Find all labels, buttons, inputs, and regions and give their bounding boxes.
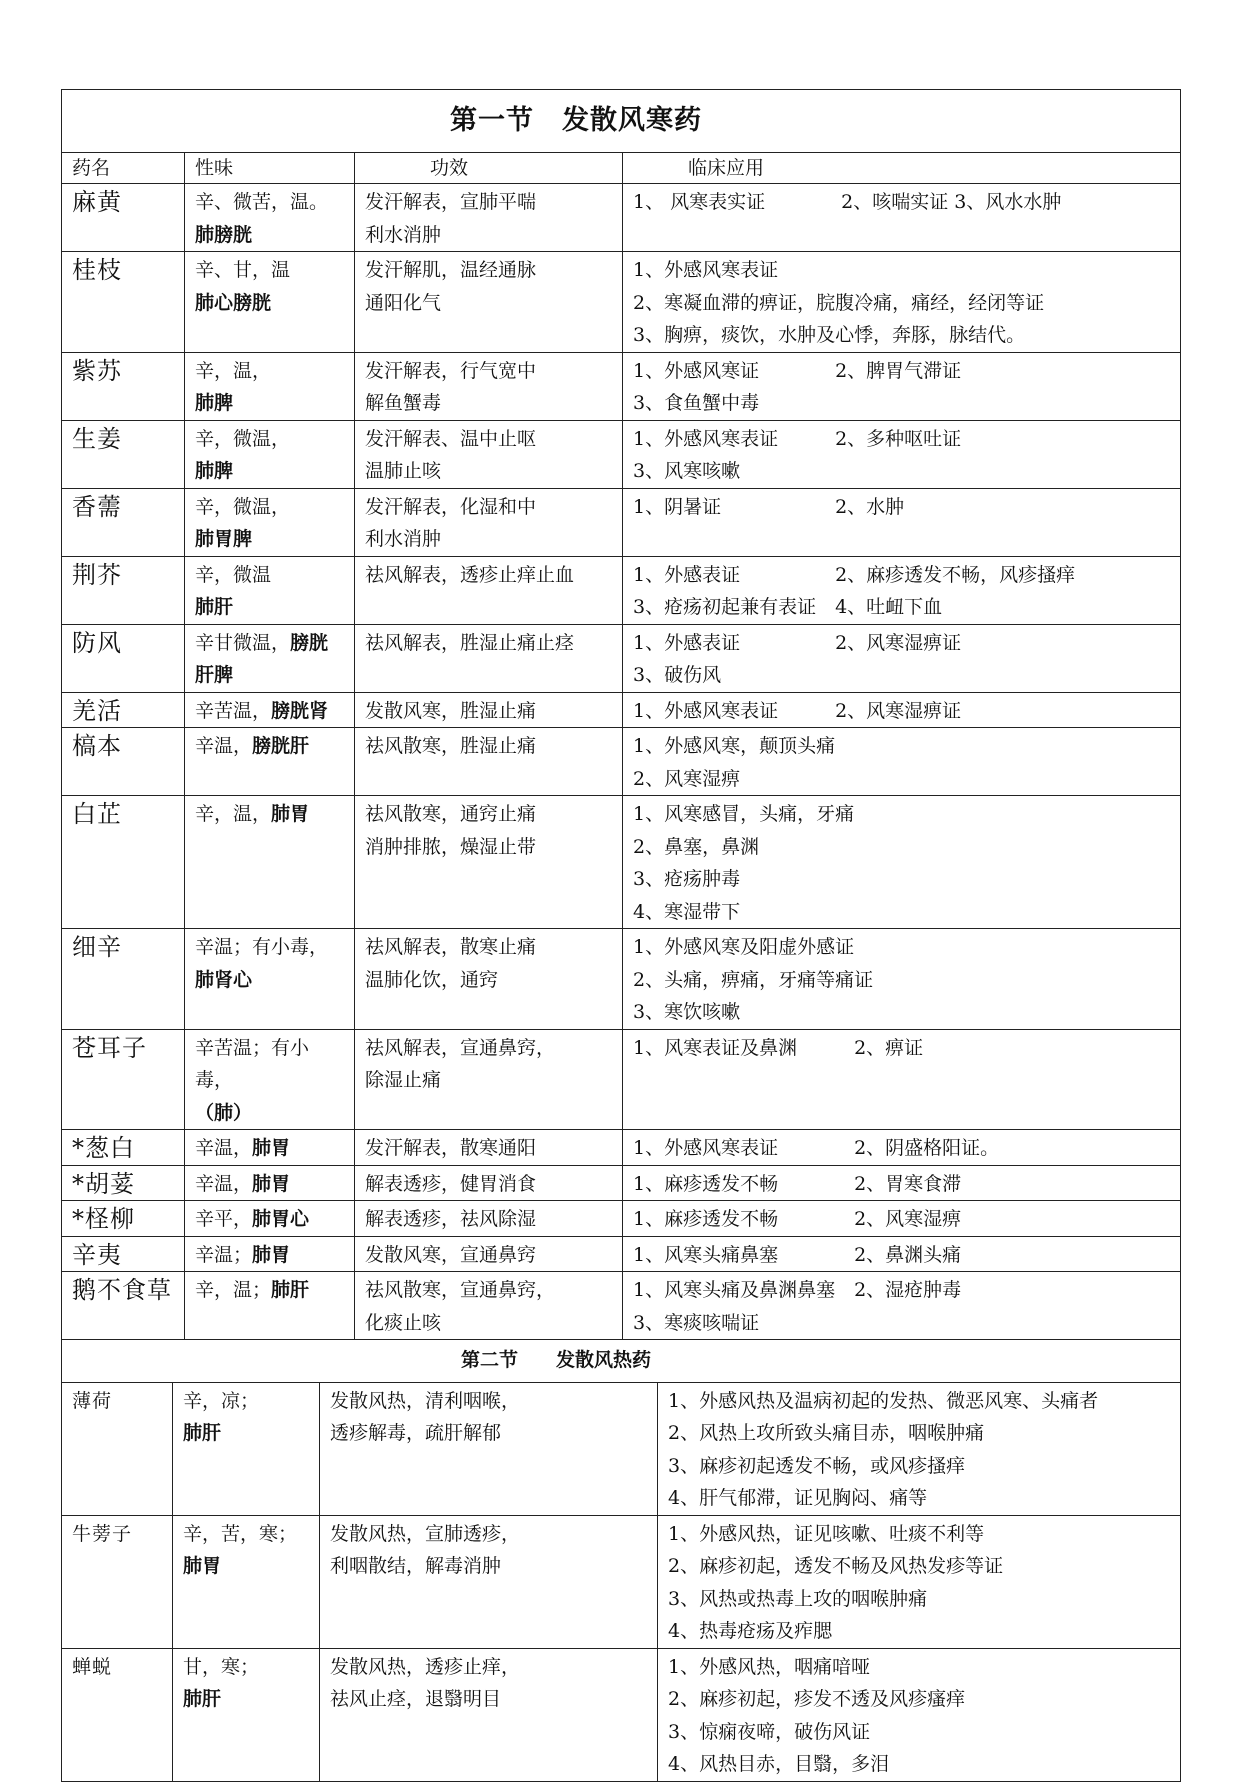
table-section2 xyxy=(61,1339,1181,1782)
effect-line: 祛风解表，胜湿止痛止痉 xyxy=(365,631,575,654)
meridian-inline: 肺胃 xyxy=(252,1243,291,1266)
use-line: 3、寒饮咳嗽 xyxy=(633,1001,741,1023)
taste-text: 辛苦温， xyxy=(195,699,272,722)
clinical-uses xyxy=(623,352,1181,420)
effects xyxy=(355,692,623,728)
effects xyxy=(320,1382,658,1515)
use-line: 1、外感风寒表证 2、阴盛格阳证。 xyxy=(633,1137,1000,1159)
effects xyxy=(355,1165,623,1201)
clinical-uses xyxy=(623,556,1181,624)
taste-text: 辛温， xyxy=(195,1137,253,1159)
meridian: 肺肝 xyxy=(183,1422,222,1444)
use-line: 2、麻疹初起，疹发不透及风疹瘙痒 xyxy=(668,1688,966,1710)
use-line: 1、 风寒表实证 2、咳喘实证 3、风水水肿 xyxy=(633,191,1062,213)
clinical-uses xyxy=(623,488,1181,556)
use-line: 3、破伤风 xyxy=(633,664,722,686)
meridian-inline: 肺胃 xyxy=(271,803,310,825)
meridian: 肺膀胱 xyxy=(195,223,253,246)
meridian: （肺） xyxy=(195,1101,253,1124)
effect-line: 发散风寒，胜湿止痛 xyxy=(365,699,537,722)
use-line: 4、寒湿带下 xyxy=(633,900,741,923)
effect-line: 祛风散寒，宣通鼻窍， xyxy=(365,1279,556,1301)
table-row xyxy=(62,1382,1181,1515)
effects xyxy=(355,728,623,796)
taste-text: 辛，微温， xyxy=(195,427,291,450)
taste-text: 辛温， xyxy=(195,1172,253,1195)
use-line: 2、麻疹初起，透发不畅及风热发疹等证 xyxy=(668,1555,1004,1577)
meridian-inline: 肺胃心 xyxy=(252,1208,310,1230)
table-row xyxy=(62,352,1181,420)
header-name: 药名 xyxy=(62,153,185,184)
effect-line: 解鱼蟹毒 xyxy=(365,392,442,414)
taste-text: 甘，寒； xyxy=(183,1655,260,1678)
effects xyxy=(355,1130,623,1166)
drug-name: 苍耳子 xyxy=(62,1029,185,1130)
effect-line: 利咽散结，解毒消肿 xyxy=(330,1555,502,1577)
use-line: 1、外感表证 2、麻疹透发不畅，风疹搔痒 xyxy=(633,563,1076,586)
taste-meridian xyxy=(185,796,355,929)
use-line: 1、外感风寒表证 2、风寒湿痹证 xyxy=(633,699,962,722)
table-row xyxy=(62,1648,1181,1781)
drug-name: 麻黄 xyxy=(62,184,185,252)
drug-name: 细辛 xyxy=(62,929,185,1030)
clinical-uses xyxy=(623,420,1181,488)
meridian: 肺心膀胱 xyxy=(195,291,272,314)
drug-name: 蝉蜕 xyxy=(62,1648,173,1781)
taste-text: 辛，温； xyxy=(195,1279,272,1301)
effect-line: 解表透疹，祛风除湿 xyxy=(365,1208,537,1230)
effects xyxy=(355,1201,623,1237)
effect-line: 化痰止咳 xyxy=(365,1311,442,1334)
use-line: 3、疮疡初起兼有表证 4、吐衄下血 xyxy=(633,596,943,618)
table-row xyxy=(62,556,1181,624)
effect-line: 祛风散寒，胜湿止痛 xyxy=(365,735,537,757)
table-row xyxy=(62,420,1181,488)
effects xyxy=(320,1515,658,1648)
clinical-uses xyxy=(623,728,1181,796)
document-sheet xyxy=(61,89,1180,1782)
meridian: 肺胃脾 xyxy=(195,528,253,550)
header-effect: 功效 xyxy=(355,153,623,184)
effects xyxy=(355,556,623,624)
clinical-uses xyxy=(623,252,1181,353)
table-row xyxy=(62,1130,1181,1166)
effects xyxy=(355,1029,623,1130)
table-row xyxy=(62,184,1181,252)
effect-line: 发汗解表、温中止呕 xyxy=(365,427,537,450)
use-line: 3、胸痹，痰饮，水肿及心悸，奔豚，脉结代。 xyxy=(633,324,1026,346)
section2-title: 第二节 发散风热药 xyxy=(62,1339,1181,1382)
meridian-inline: 膀胱肝 xyxy=(252,735,310,757)
use-line: 4、肝气郁滞，证见胸闷、痛等 xyxy=(668,1487,928,1509)
effect-line: 解表透疹，健胃消食 xyxy=(365,1172,537,1195)
taste-meridian xyxy=(173,1648,320,1781)
clinical-uses xyxy=(658,1648,1181,1781)
taste-meridian xyxy=(173,1382,320,1515)
clinical-uses xyxy=(658,1515,1181,1648)
effect-line: 发汗解表，行气宽中 xyxy=(365,359,537,382)
taste-meridian xyxy=(185,184,355,252)
taste-text: 辛，温， xyxy=(195,803,272,825)
clinical-uses xyxy=(623,692,1181,728)
effect-line: 祛风解表，透疹止痒止血 xyxy=(365,563,575,586)
use-line: 2、风寒湿痹 xyxy=(633,767,741,790)
header-clinical: 临床应用 xyxy=(623,153,1181,184)
clinical-uses xyxy=(658,1382,1181,1515)
taste-text: 辛温； xyxy=(195,1243,253,1266)
table-row xyxy=(62,728,1181,796)
meridian: 肺胃 xyxy=(183,1555,222,1577)
use-line: 1、麻疹透发不畅 2、风寒湿痹 xyxy=(633,1208,962,1230)
effect-line: 消肿排脓，燥湿止带 xyxy=(365,835,537,858)
drug-name: 紫苏 xyxy=(62,352,185,420)
effect-line: 发散风热，清利咽喉， xyxy=(330,1389,521,1412)
clinical-uses xyxy=(623,624,1181,692)
clinical-uses xyxy=(623,1029,1181,1130)
taste-text: 辛，微温 xyxy=(195,563,272,586)
use-line: 4、热毒疮疡及痄腮 xyxy=(668,1620,833,1642)
use-line: 1、外感风寒证 2、脾胃气滞证 xyxy=(633,359,962,382)
use-line: 1、外感风寒，颠顶头痛 xyxy=(633,735,836,757)
taste-meridian xyxy=(185,352,355,420)
table-row xyxy=(62,692,1181,728)
effect-line: 除湿止痛 xyxy=(365,1069,442,1091)
use-line: 2、风热上攻所致头痛目赤，咽喉肿痛 xyxy=(668,1422,985,1444)
effect-line: 利水消肿 xyxy=(365,528,442,550)
use-line: 3、疮疡肿毒 xyxy=(633,868,741,890)
use-line: 3、食鱼蟹中毒 xyxy=(633,392,760,414)
effects xyxy=(355,488,623,556)
use-line: 1、外感风热及温病初起的发热、微恶风寒、头痛者 xyxy=(668,1389,1099,1412)
use-line: 3、风寒咳嗽 xyxy=(633,460,741,482)
effect-line: 通阳化气 xyxy=(365,291,442,314)
taste-meridian xyxy=(185,1201,355,1237)
clinical-uses xyxy=(623,1165,1181,1201)
taste-meridian xyxy=(185,624,355,692)
use-line: 2、鼻塞，鼻渊 xyxy=(633,835,760,858)
taste-text: 辛苦温；有小毒， xyxy=(195,1036,310,1091)
drug-name: 香薷 xyxy=(62,488,185,556)
effect-line: 温肺化饮，通窍 xyxy=(365,968,499,991)
meridian-inline: 肺胃 xyxy=(252,1137,291,1159)
taste-text: 辛平， xyxy=(195,1208,253,1230)
table-row xyxy=(62,1236,1181,1272)
meridian: 肝脾 xyxy=(195,664,234,686)
drug-name: 防风 xyxy=(62,624,185,692)
effects xyxy=(355,796,623,929)
effects xyxy=(355,184,623,252)
drug-name: 槁本 xyxy=(62,728,185,796)
taste-meridian xyxy=(185,556,355,624)
effect-line: 温肺止咳 xyxy=(365,460,442,482)
clinical-uses xyxy=(623,1272,1181,1340)
drug-name: 薄荷 xyxy=(62,1382,173,1515)
effect-line: 利水消肿 xyxy=(365,223,442,246)
taste-meridian xyxy=(185,420,355,488)
taste-text: 辛，微温， xyxy=(195,495,291,518)
effect-line: 发汗解肌，温经通脉 xyxy=(365,259,537,281)
use-line: 3、惊痫夜啼，破伤风证 xyxy=(668,1720,871,1743)
effects xyxy=(320,1648,658,1781)
meridian-inline: 肺肝 xyxy=(271,1279,310,1301)
use-line: 3、寒痰咳喘证 xyxy=(633,1311,760,1334)
effects xyxy=(355,420,623,488)
taste-meridian xyxy=(185,1165,355,1201)
table-row xyxy=(62,796,1181,929)
drug-name: 生姜 xyxy=(62,420,185,488)
table-row xyxy=(62,1272,1181,1340)
taste-meridian xyxy=(185,728,355,796)
use-line: 1、外感风寒表证 2、多种呕吐证 xyxy=(633,427,962,450)
taste-meridian xyxy=(185,929,355,1030)
meridian: 肺肝 xyxy=(195,596,234,618)
table-header-row xyxy=(62,153,1181,184)
effect-line: 发散风热，宣肺透疹， xyxy=(330,1522,521,1545)
drug-name: 白芷 xyxy=(62,796,185,929)
drug-name: 桂枝 xyxy=(62,252,185,353)
taste-text: 辛，苦，寒； xyxy=(183,1522,298,1545)
drug-name: 辛夷 xyxy=(62,1236,185,1272)
effect-line: 祛风解表，宣通鼻窍， xyxy=(365,1036,556,1059)
use-line: 4、风热目赤，目翳，多泪 xyxy=(668,1753,890,1775)
effects xyxy=(355,1272,623,1340)
effect-line: 发散风热，透疹止痒， xyxy=(330,1655,521,1678)
table-row xyxy=(62,1029,1181,1130)
use-line: 1、风寒头痛及鼻渊鼻塞 2、湿疮肿毒 xyxy=(633,1279,962,1301)
effect-line: 祛风止痉，退翳明目 xyxy=(330,1688,502,1710)
effect-line: 发散风寒，宣通鼻窍 xyxy=(365,1243,537,1266)
table-row xyxy=(62,1201,1181,1237)
taste-meridian xyxy=(185,252,355,353)
taste-meridian xyxy=(173,1515,320,1648)
effects xyxy=(355,352,623,420)
taste-meridian xyxy=(185,1029,355,1130)
taste-text: 辛、甘，温 xyxy=(195,259,291,281)
clinical-uses xyxy=(623,929,1181,1030)
use-line: 1、外感风寒及阳虚外感证 xyxy=(633,936,855,958)
taste-meridian xyxy=(185,1272,355,1340)
clinical-uses xyxy=(623,184,1181,252)
table-row xyxy=(62,1165,1181,1201)
taste-text: 辛，温， xyxy=(195,359,272,382)
use-line: 1、风寒感冒，头痛，牙痛 xyxy=(633,803,855,825)
taste-text: 辛温， xyxy=(195,735,253,757)
drug-name: 荆芥 xyxy=(62,556,185,624)
drug-name: 鹅不食草 xyxy=(62,1272,185,1340)
use-line: 1、外感表证 2、风寒湿痹证 xyxy=(633,631,962,654)
effect-line: 发汗解表，宣肺平喘 xyxy=(365,191,537,213)
taste-text: 辛温；有小毒， xyxy=(195,936,329,958)
taste-text: 辛甘微温， xyxy=(195,631,291,654)
meridian: 肺肝 xyxy=(183,1688,222,1710)
effects xyxy=(355,1236,623,1272)
meridian-inline: 膀胱 xyxy=(290,631,329,654)
clinical-uses xyxy=(623,1236,1181,1272)
table-row xyxy=(62,929,1181,1030)
clinical-uses xyxy=(623,796,1181,929)
table-section1 xyxy=(61,89,1181,1340)
table-row xyxy=(62,488,1181,556)
taste-meridian xyxy=(185,1236,355,1272)
effect-line: 祛风散寒，通窍止痛 xyxy=(365,803,537,825)
effects xyxy=(355,252,623,353)
clinical-uses xyxy=(623,1130,1181,1166)
effect-line: 发汗解表，化湿和中 xyxy=(365,495,537,518)
header-taste: 性味 xyxy=(185,153,355,184)
drug-name: *柽柳 xyxy=(62,1201,185,1237)
use-line: 1、外感风热，证见咳嗽、吐痰不利等 xyxy=(668,1522,985,1545)
taste-meridian xyxy=(185,488,355,556)
use-line: 2、寒凝血滞的痹证，脘腹冷痛，痛经，经闭等证 xyxy=(633,291,1045,314)
effects xyxy=(355,929,623,1030)
use-line: 3、风热或热毒上攻的咽喉肿痛 xyxy=(668,1587,928,1610)
use-line: 1、风寒表证及鼻渊 2、痹证 xyxy=(633,1036,924,1059)
use-line: 3、麻疹初起透发不畅，或风疹搔痒 xyxy=(668,1454,966,1477)
taste-meridian xyxy=(185,1130,355,1166)
meridian: 肺肾心 xyxy=(195,968,253,991)
drug-name: *胡荽 xyxy=(62,1165,185,1201)
meridian-inline: 肺胃 xyxy=(252,1172,291,1195)
drug-name: *葱白 xyxy=(62,1130,185,1166)
effect-line: 祛风解表，散寒止痛 xyxy=(365,936,537,958)
page-title: 第一节 发散风寒药 xyxy=(62,90,1181,153)
effect-line: 发汗解表，散寒通阳 xyxy=(365,1137,537,1159)
meridian: 肺脾 xyxy=(195,392,234,414)
drug-name: 羌活 xyxy=(62,692,185,728)
table-row xyxy=(62,1515,1181,1648)
taste-text: 辛，凉； xyxy=(183,1389,260,1412)
meridian-inline: 膀胱肾 xyxy=(271,699,329,722)
use-line: 1、麻疹透发不畅 2、胃寒食滞 xyxy=(633,1172,962,1195)
clinical-uses xyxy=(623,1201,1181,1237)
meridian: 肺脾 xyxy=(195,460,234,482)
taste-meridian xyxy=(185,692,355,728)
drug-name: 牛蒡子 xyxy=(62,1515,173,1648)
use-line: 2、头痛，痹痛，牙痛等痛证 xyxy=(633,968,874,991)
use-line: 1、外感风热，咽痛喑哑 xyxy=(668,1655,871,1678)
use-line: 1、风寒头痛鼻塞 2、鼻渊头痛 xyxy=(633,1243,962,1266)
table-row xyxy=(62,252,1181,353)
taste-text: 辛、微苦，温。 xyxy=(195,191,329,213)
effects xyxy=(355,624,623,692)
use-line: 1、外感风寒表证 xyxy=(633,259,779,281)
table-row xyxy=(62,624,1181,692)
use-line: 1、阴暑证 2、水肿 xyxy=(633,495,905,518)
effect-line: 透疹解毒，疏肝解郁 xyxy=(330,1422,502,1444)
